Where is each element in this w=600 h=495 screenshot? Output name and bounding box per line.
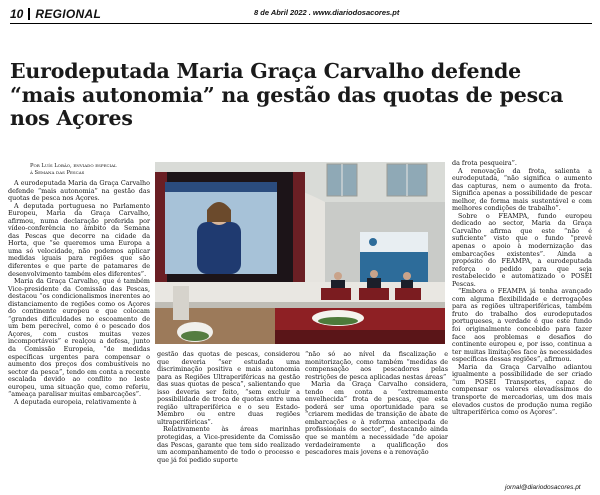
- article-headline: Eurodeputada Maria Graça Carvalho defende “mais autonomia” na gestão das quotas de pesca nos Açores: [10, 59, 564, 130]
- article-photo: [155, 162, 445, 344]
- paragraph: A deputada portuguesa no Parlamento Europeu, Maria da Graça Carvalho, afirmou, numa declaração proferida por vídeo-conferência no âmbito da Semana das Pescas que decorre na cidade da Horta, que “se queremos uma Europa a uma só velocidade, não podemos aplicar medidas iguais para regiões que são diferentes e que parte de patamares de desenvolvimento também eles diferentes”.: [8, 201, 150, 278]
- paragraph: gestão das quotas de pescas, considerou que deveria “ser estudada uma discriminação positiva e mais autonomia para as Regiões Ultraperiféricas na gestão das suas quotas de pesca”, salientando que isso deveria ser feito, “sem excluir a possibilidade de troca de quotas entre uma região ultraperiférica e o seu Estado-Membro ou entre duas regiões ultraperiféricas”.: [157, 350, 300, 426]
- section-name: REGIONAL: [35, 7, 102, 21]
- page-header: [10, 6, 592, 22]
- article-column-4: [452, 160, 592, 417]
- byline: [30, 163, 155, 177]
- paragraph: Sobre o FEAMPA, fundo europeu dedicado ao sector, Maria da Graça Carvalho afirma que este “não é suficiente” visto que o fundo “prevê apenas o apoio à modernização das embarcações existentes”. Ainda a propósito do FEAMPA, a eurodeputada reforça o pedido para que seja restabelecido e automatizado o POSEI Pescas.: [452, 211, 592, 288]
- paragraph: Maria da Graça Carvalho considera, tendo em conta a “extremamente envelhecida” frota de pescas, que esta poderá ser uma oportunidade para se “criarem medidas de transição de abate de embarcações e à reforma antecipada de profissionais do sector”, destacando ainda que se mantém a necessidade “de apoiar verdadeiramente a qualificação dos pescadores mais jovens e a renovação: [305, 380, 448, 457]
- article-column-3: [305, 351, 448, 457]
- page-number: 10: [10, 7, 24, 21]
- paragraph: A deputada europeia, relativamente à: [14, 397, 137, 406]
- paragraph: “Embora o FEAMPA já tenha avançado com alguma flexibilidade e derrogações para as regiões ultraperiféricas, também fruto do trabalho dos eurodeputados portugueses, a verdade é que este fundo foi originalmente concebido para fazer face aos problemas e desafios do continente europeu e, por isso, continua a ter muitas limitações face às necessidades específicas dessas regiões”, afirmou.: [452, 287, 592, 364]
- paragraph: “não só ao nível da fiscalização e monitorização, como também “medidas de compensação aos pescadores pelas restrições de pesca aplicadas nestas áreas”: [305, 350, 448, 381]
- byline-event: à Semana das Pescas: [30, 170, 85, 176]
- dateline: 8 de Abril 2022 . www.diariodosacores.pt: [254, 8, 400, 17]
- paragraph: Maria da Graça Carvalho adiantou igualmente a possibilidade de ser criado “um POSEI Transportes, capaz de compensar os valores elevadíssimos do transporte de mercadorias, um dos mais elevados custos de produção numa região ultraperiférica como os Açores”.: [452, 362, 592, 417]
- header-divider: [28, 8, 30, 20]
- footer-email: jornal@diariodosacores.pt: [505, 484, 581, 491]
- article-column-1: [8, 180, 150, 406]
- paragraph: A eurodeputada Maria da Graça Carvalho defende “mais autonomia” na gestão das quotas de pesca nos Açores.: [8, 179, 150, 203]
- paragraph: da frota pesqueira”.: [452, 159, 517, 167]
- byline-author: Por Luís Lobão, enviado especial: [30, 163, 117, 169]
- header-rule: [10, 23, 592, 24]
- paragraph: A renovação da frota, salienta a eurodeputada, “não significa o aumento das capturas, nem o aumento da frota. Significa apenas a possibilidade de pescar melhor, de forma mais sustentável e com melhores condições de trabalho”.: [452, 166, 592, 213]
- article-column-2: [157, 351, 300, 464]
- paragraph: Maria da Graça Carvalho, que é também Vice-presidente da Comissão das Pescas, destacou “os condicionalismos inerentes ao distanciamento de regiões como os Açores do continente europeu e que colocam “grandes dificuldades no escoamento de um bem perecível, como é o pescado dos Açores, com custos muitas vezes incomportáveis” e realçou a defesa, junto da Comissão Europeia, “de medidas específicas urgentes para compensar o aumento dos preços dos combustíveis no sector da pesca”, tendo em conta a recente escalada devido ao conflito no leste europeu, uma situação que, como referiu, “ameaça paralisar muitas embarcações”.: [8, 277, 150, 399]
- paragraph: Relativamente às áreas marinhas protegidas, a Vice-presidente da Comissão das Pescas, garante que tem sido realizado um acompanhamento de todo o processo e que já foi pedido suporte: [157, 425, 300, 464]
- conference-photo-illustration: [155, 162, 445, 344]
